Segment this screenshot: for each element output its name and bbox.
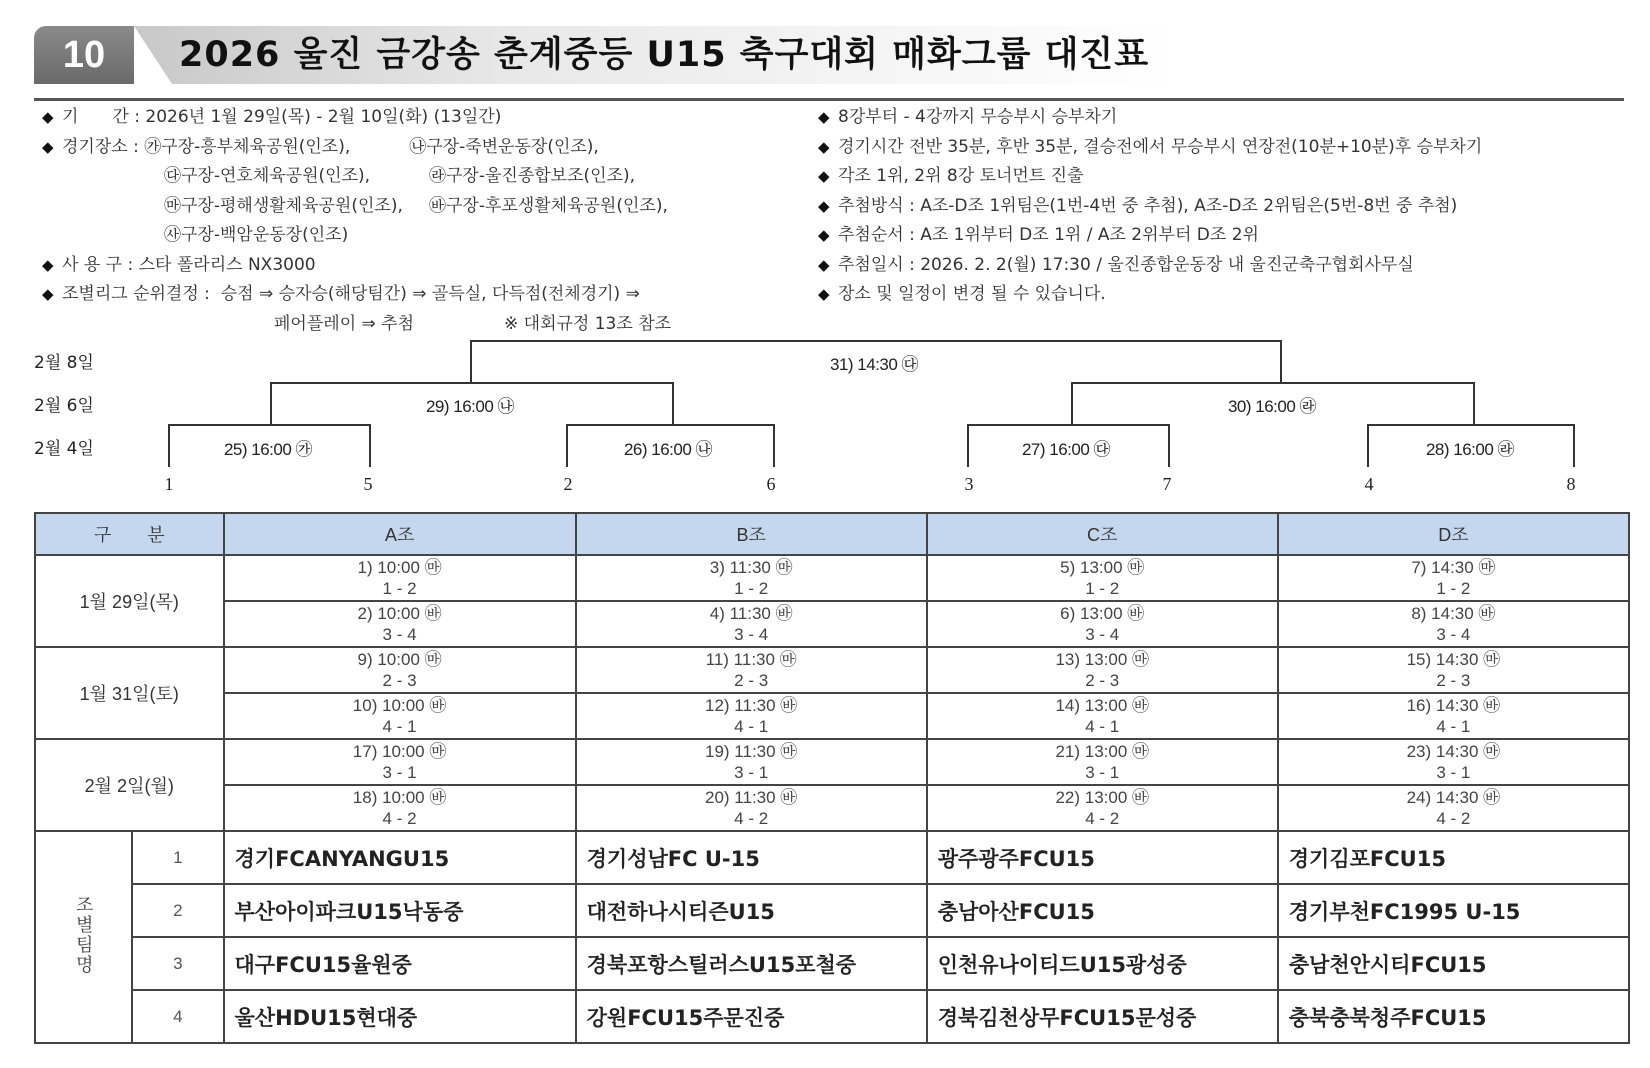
- match-pairing: 3 - 1: [382, 763, 417, 782]
- match-29-label: 29) 16:00 ㉯: [425, 397, 515, 416]
- match-cell: [927, 785, 1278, 831]
- match-pairing: 3 - 4: [1436, 625, 1471, 644]
- match-pairing: 2 - 3: [382, 671, 417, 690]
- team-name: 경기김포FCU15: [1278, 831, 1629, 884]
- team-name: 경북포항스틸러스U15포철중: [576, 937, 927, 990]
- match-pairing: 3 - 4: [734, 625, 769, 644]
- match-pairing: 1 - 2: [382, 579, 417, 598]
- match-row: [35, 601, 1629, 647]
- match-cell: [576, 555, 927, 601]
- team-name: 경기성남FC U-15: [576, 831, 927, 884]
- match-26-label: 26) 16:00 ㉯: [623, 440, 713, 459]
- match-time-venue: 8) 14:30 ㉳: [1411, 604, 1496, 623]
- match-cell: [1278, 785, 1629, 831]
- match-pairing: 1 - 2: [1085, 579, 1120, 598]
- match-time-venue: 23) 14:30 ㉲: [1406, 742, 1501, 761]
- col-header-group-a: A조: [224, 513, 576, 555]
- match-pairing: 2 - 3: [1085, 671, 1120, 690]
- match-cell: [224, 555, 576, 601]
- match-pairing: 2 - 3: [734, 671, 769, 690]
- seed-3: 3: [964, 474, 974, 494]
- match-cell: [1278, 601, 1629, 647]
- col-header-group-b: B조: [576, 513, 927, 555]
- info-ranking: ◆ 조별리그 순위결정 : 승점 ⇒ 승자승(해당팀간) ⇒ 골득실, 다득점(전체경기) ⇒: [42, 280, 671, 310]
- info-rule-1: ◆ 8강부터 - 4강까지 무승부시 승부차기: [818, 103, 1482, 133]
- info-ranking-2: 페어플레이 ⇒ 추첨 ※ 대회규정 13조 참조: [274, 313, 672, 334]
- match-time-venue: 15) 14:30 ㉲: [1406, 650, 1501, 669]
- match-cell: [576, 693, 927, 739]
- team-name: 부산아이파크U15낙동중: [224, 884, 576, 937]
- team-name: 경기부천FC1995 U-15: [1278, 884, 1629, 937]
- col-header-group-d: D조: [1278, 513, 1629, 555]
- match-pairing: 3 - 1: [1436, 763, 1471, 782]
- match-cell: [927, 693, 1278, 739]
- team-rank: 4: [132, 990, 223, 1043]
- info-rule-4: ◆ 추첨방식 : A조-D조 1위팀은(1번-4번 중 추첨), A조-D조 2위팀은(5번-8번 중 추첨): [818, 192, 1482, 222]
- team-name: 울산HDU15현대중: [224, 990, 576, 1043]
- match-pairing: 3 - 4: [1085, 625, 1120, 644]
- match-30-label: 30) 16:00 ㉱: [1227, 397, 1317, 416]
- match-cell: [576, 601, 927, 647]
- match-pairing: 4 - 1: [734, 717, 769, 736]
- diamond-icon: ◆: [42, 137, 54, 156]
- match-cell: [1278, 647, 1629, 693]
- match-cell: [224, 601, 576, 647]
- team-name: 인천유나이티드U15광성중: [927, 937, 1278, 990]
- match-pairing: 4 - 2: [734, 809, 769, 828]
- match-time-venue: 14) 13:00 ㉳: [1055, 696, 1150, 715]
- match-time-venue: 9) 10:00 ㉲: [357, 650, 442, 669]
- info-venues-3: ㉲구장-평해생활체육공원(인조), ㉳구장-후포생활체육공원(인조),: [164, 195, 668, 216]
- team-row: [35, 884, 1629, 937]
- match-time-venue: 5) 13:00 ㉲: [1060, 558, 1145, 577]
- match-time-venue: 20) 11:30 ㉳: [705, 788, 798, 807]
- bracket-date-quarter: 2월 4일: [34, 439, 94, 459]
- match-row: [35, 555, 1629, 601]
- match-time-venue: 22) 13:00 ㉳: [1055, 788, 1150, 807]
- diamond-icon: ◆: [818, 137, 830, 156]
- match-cell: [927, 555, 1278, 601]
- match-pairing: 4 - 2: [382, 809, 417, 828]
- match-cell: [1278, 739, 1629, 785]
- seed-5: 5: [363, 474, 373, 494]
- bracket-date-final: 2월 8일: [34, 353, 94, 373]
- diamond-icon: ◆: [42, 108, 54, 126]
- match-time-venue: 24) 14:30 ㉳: [1406, 788, 1501, 807]
- diamond-icon: ◆: [818, 108, 830, 126]
- match-pairing: 3 - 1: [734, 763, 769, 782]
- match-pairing: 4 - 1: [382, 717, 417, 736]
- page-title: 2026 울진 금강송 춘계중등 U15 축구대회 매화그룹 대진표: [179, 35, 1150, 75]
- team-rank: 3: [132, 937, 223, 990]
- match-date: 1월 29일(목): [35, 555, 224, 647]
- team-name: 광주광주FCU15: [927, 831, 1278, 884]
- match-pairing: 1 - 2: [1436, 579, 1471, 598]
- seed-4: 4: [1364, 474, 1374, 494]
- team-name: 강원FCU15주문진중: [576, 990, 927, 1043]
- match-cell: [224, 785, 576, 831]
- section-number: 10: [34, 26, 134, 84]
- match-time-venue: 18) 10:00 ㉳: [352, 788, 447, 807]
- diamond-icon: ◆: [42, 285, 54, 303]
- match-row: [35, 693, 1629, 739]
- match-cell: [1278, 555, 1629, 601]
- match-pairing: 3 - 4: [382, 625, 417, 644]
- seed-6: 6: [766, 474, 776, 494]
- team-row: [35, 937, 1629, 990]
- match-cell: [224, 647, 576, 693]
- seed-8: 8: [1566, 474, 1576, 494]
- team-name: 충북충북청주FCU15: [1278, 990, 1629, 1043]
- match-cell: [1278, 693, 1629, 739]
- match-row: [35, 647, 1629, 693]
- match-time-venue: 13) 13:00 ㉲: [1055, 650, 1150, 669]
- info-left: [42, 103, 671, 339]
- diamond-icon: ◆: [818, 255, 830, 274]
- info-rule-6: ◆ 추첨일시 : 2026. 2. 2(월) 17:30 / 울진종합운동장 내 울진군축구협회사무실: [818, 251, 1482, 281]
- title-banner: [34, 26, 1624, 84]
- match-time-venue: 7) 14:30 ㉲: [1411, 558, 1496, 577]
- match-time-venue: 6) 13:00 ㉳: [1060, 604, 1145, 623]
- match-27-label: 27) 16:00 ㉰: [1021, 440, 1111, 459]
- match-date: 2월 2일(월): [35, 739, 224, 831]
- team-name: 경기FCANYANGU15: [224, 831, 576, 884]
- match-date: 1월 31일(토): [35, 647, 224, 739]
- col-header-division: 구 분: [35, 513, 224, 555]
- match-time-venue: 2) 10:00 ㉳: [357, 604, 442, 623]
- info-rule-2: ◆ 경기시간 전반 35분, 후반 35분, 결승전에서 무승부시 연장전(10분+10분)후 승부차기: [818, 133, 1482, 163]
- info-rule-5: ◆ 추첨순서 : A조 1위부터 D조 1위 / A조 2위부터 D조 2위: [818, 221, 1482, 251]
- team-name: 대구FCU15율원중: [224, 937, 576, 990]
- table-header-row: [35, 513, 1629, 555]
- teams-section-label: 조별팀명: [35, 831, 132, 1043]
- match-time-venue: 17) 10:00 ㉲: [352, 742, 447, 761]
- match-pairing: 3 - 1: [1085, 763, 1120, 782]
- match-time-venue: 3) 11:30 ㉲: [709, 558, 793, 577]
- diamond-icon: ◆: [818, 196, 830, 215]
- team-name: 대전하나시티즌U15: [576, 884, 927, 937]
- match-time-venue: 4) 11:30 ㉳: [709, 604, 793, 623]
- match-time-venue: 1) 10:00 ㉲: [357, 558, 442, 577]
- match-cell: [927, 601, 1278, 647]
- match-cell: [576, 785, 927, 831]
- match-28-label: 28) 16:00 ㉱: [1425, 440, 1515, 459]
- seed-1: 1: [164, 474, 174, 494]
- info-venues-4: ㉴구장-백암운동장(인조): [164, 225, 349, 245]
- match-time-venue: 21) 13:00 ㉲: [1055, 742, 1150, 761]
- team-name: 충남천안시티FCU15: [1278, 937, 1629, 990]
- bracket-date-semi: 2월 6일: [34, 396, 94, 416]
- match-time-venue: 10) 10:00 ㉳: [352, 696, 447, 715]
- match-31-label: 31) 14:30 ㉰: [829, 355, 919, 374]
- col-header-group-c: C조: [927, 513, 1278, 555]
- schedule-table: [34, 512, 1630, 1044]
- diamond-icon: ◆: [818, 167, 830, 185]
- match-time-venue: 16) 14:30 ㉳: [1406, 696, 1501, 715]
- match-cell: [576, 739, 927, 785]
- seed-2: 2: [563, 474, 573, 494]
- info-rule-7: ◆ 장소 및 일정이 변경 될 수 있습니다.: [818, 280, 1482, 310]
- match-25-label: 25) 16:00 ㉮: [223, 440, 313, 459]
- info-ball: ◆ 사 용 구 : 스타 폴라리스 NX3000: [42, 251, 671, 281]
- match-pairing: 2 - 3: [1436, 671, 1471, 690]
- info-period: ◆ 기 간 : 2026년 1월 29일(목) - 2월 10일(화) (13일간): [42, 103, 671, 133]
- info-right: [818, 103, 1482, 310]
- info-venues-2: ㉰구장-연호체육공원(인조), ㉱구장-울진종합보조(인조),: [164, 166, 636, 186]
- match-time-venue: 12) 11:30 ㉳: [705, 696, 798, 715]
- title-rule: [34, 98, 1624, 101]
- match-pairing: 1 - 2: [734, 579, 769, 598]
- team-rank: 2: [132, 884, 223, 937]
- diamond-icon: ◆: [42, 255, 54, 274]
- info-rule-3: ◆ 각조 1위, 2위 8강 토너먼트 진출: [818, 162, 1482, 192]
- team-row: [35, 990, 1629, 1043]
- match-cell: [224, 693, 576, 739]
- diamond-icon: ◆: [818, 285, 830, 303]
- team-row: [35, 831, 1629, 884]
- match-time-venue: 19) 11:30 ㉲: [705, 742, 798, 761]
- match-pairing: 4 - 1: [1085, 717, 1120, 736]
- info-venues: ◆ 경기장소 : ㉮구장-흥부체육공원(인조), ㉯구장-죽변운동장(인조),: [42, 133, 671, 163]
- match-row: [35, 739, 1629, 785]
- match-pairing: 4 - 1: [1436, 717, 1471, 736]
- team-rank: 1: [132, 831, 223, 884]
- seed-7: 7: [1162, 474, 1172, 494]
- match-pairing: 4 - 2: [1085, 809, 1120, 828]
- match-cell: [224, 739, 576, 785]
- match-cell: [927, 647, 1278, 693]
- team-name: 경북김천상무FCU15문성중: [927, 990, 1278, 1043]
- diamond-icon: ◆: [818, 226, 830, 244]
- match-row: [35, 785, 1629, 831]
- match-cell: [927, 739, 1278, 785]
- match-cell: [576, 647, 927, 693]
- match-time-venue: 11) 11:30 ㉲: [705, 650, 797, 669]
- match-pairing: 4 - 2: [1436, 809, 1471, 828]
- team-name: 충남아산FCU15: [927, 884, 1278, 937]
